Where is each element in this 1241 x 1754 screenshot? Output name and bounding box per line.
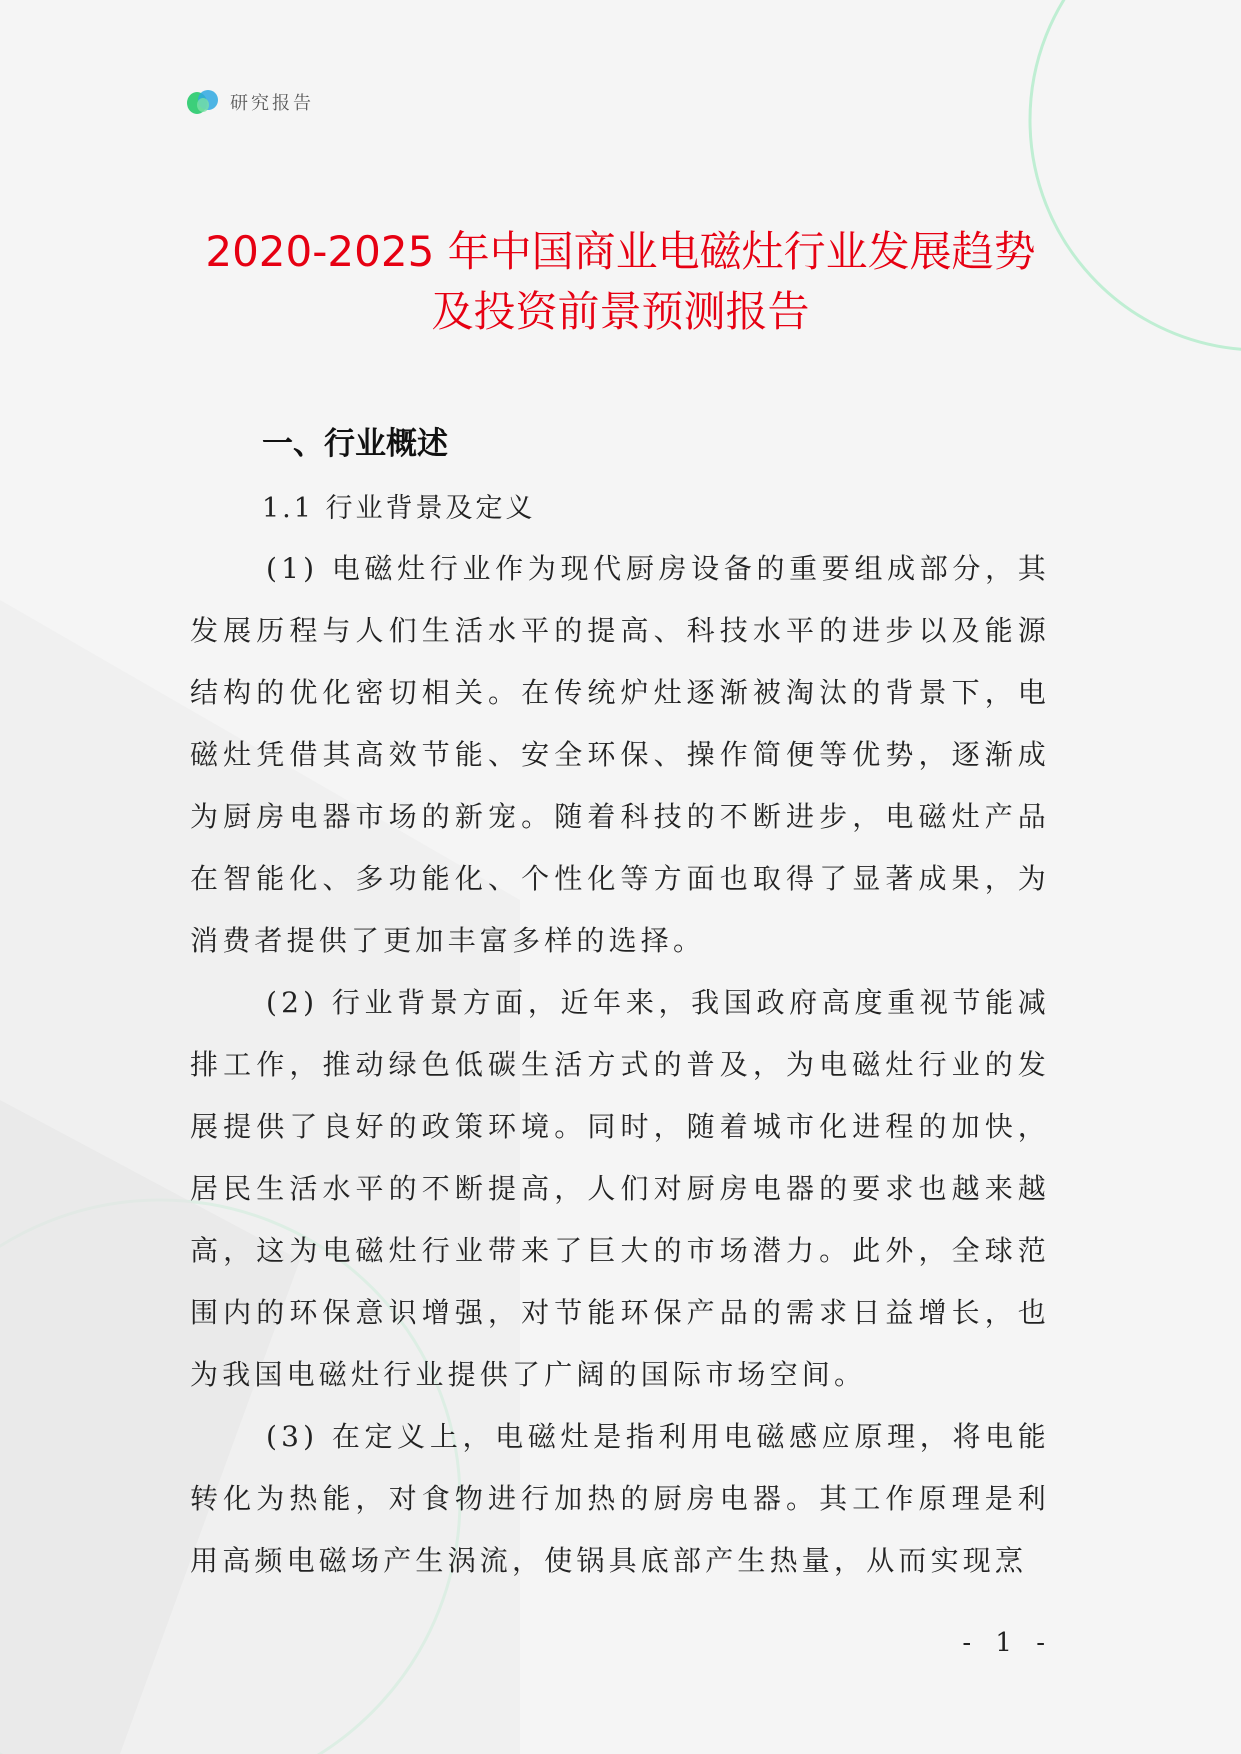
section-heading: 一、行业概述 [262,426,448,462]
paragraph-3: (3) 在定义上，电磁灶是指利用电磁感应原理，将电能转化为热能，对食物进行加热的厨房电器。其工作原理是利用高频电磁场产生涡流，使锅具底部产生热量，从而实现烹 [190,1420,1050,1577]
brand-logo-icon [186,88,220,116]
document-header [186,88,314,116]
paragraph-2: (2) 行业背景方面，近年来，我国政府高度重视节能减排工作，推动绿色低碳生活方式的普及，为电磁灶行业的发展提供了良好的政策环境。同时，随着城市化进程的加快，居民生活水平的不断提高，人们对厨房电器的要求也越来越高，这为电磁灶行业带来了巨大的市场潜力。此外，全球范围内的环保意识增强，对节能环保产品的需求日益增长，也为我国电磁灶行业提供了广阔的国际市场空间。 [190,986,1050,1391]
document-title [150,222,1091,342]
paragraph-1: (1) 电磁灶行业作为现代厨房设备的重要组成部分，其发展历程与人们生活水平的提高、科技水平的进步以及能源结构的优化密切相关。在传统炉灶逐渐被淘汰的背景下，电磁灶凭借其高效节能、安全环保、操作简便等优势，逐渐成为厨房电器市场的新宠。随着科技的不断进步，电磁灶产品在智能化、多功能化、个性化等方面也取得了显著成果，为消费者提供了更加丰富多样的选择。 [190,552,1050,957]
subsection-heading: 1.1 行业背景及定义 [262,493,536,524]
header-label: 研究报告 [230,93,314,114]
page-number: - 1 - [962,1628,1053,1658]
title-line-1: 2020-2025 年中国商业电磁灶行业发展趋势 [205,227,1036,276]
title-line-2: 及投资前景预测报告 [431,287,810,336]
document-body [190,418,1050,1592]
